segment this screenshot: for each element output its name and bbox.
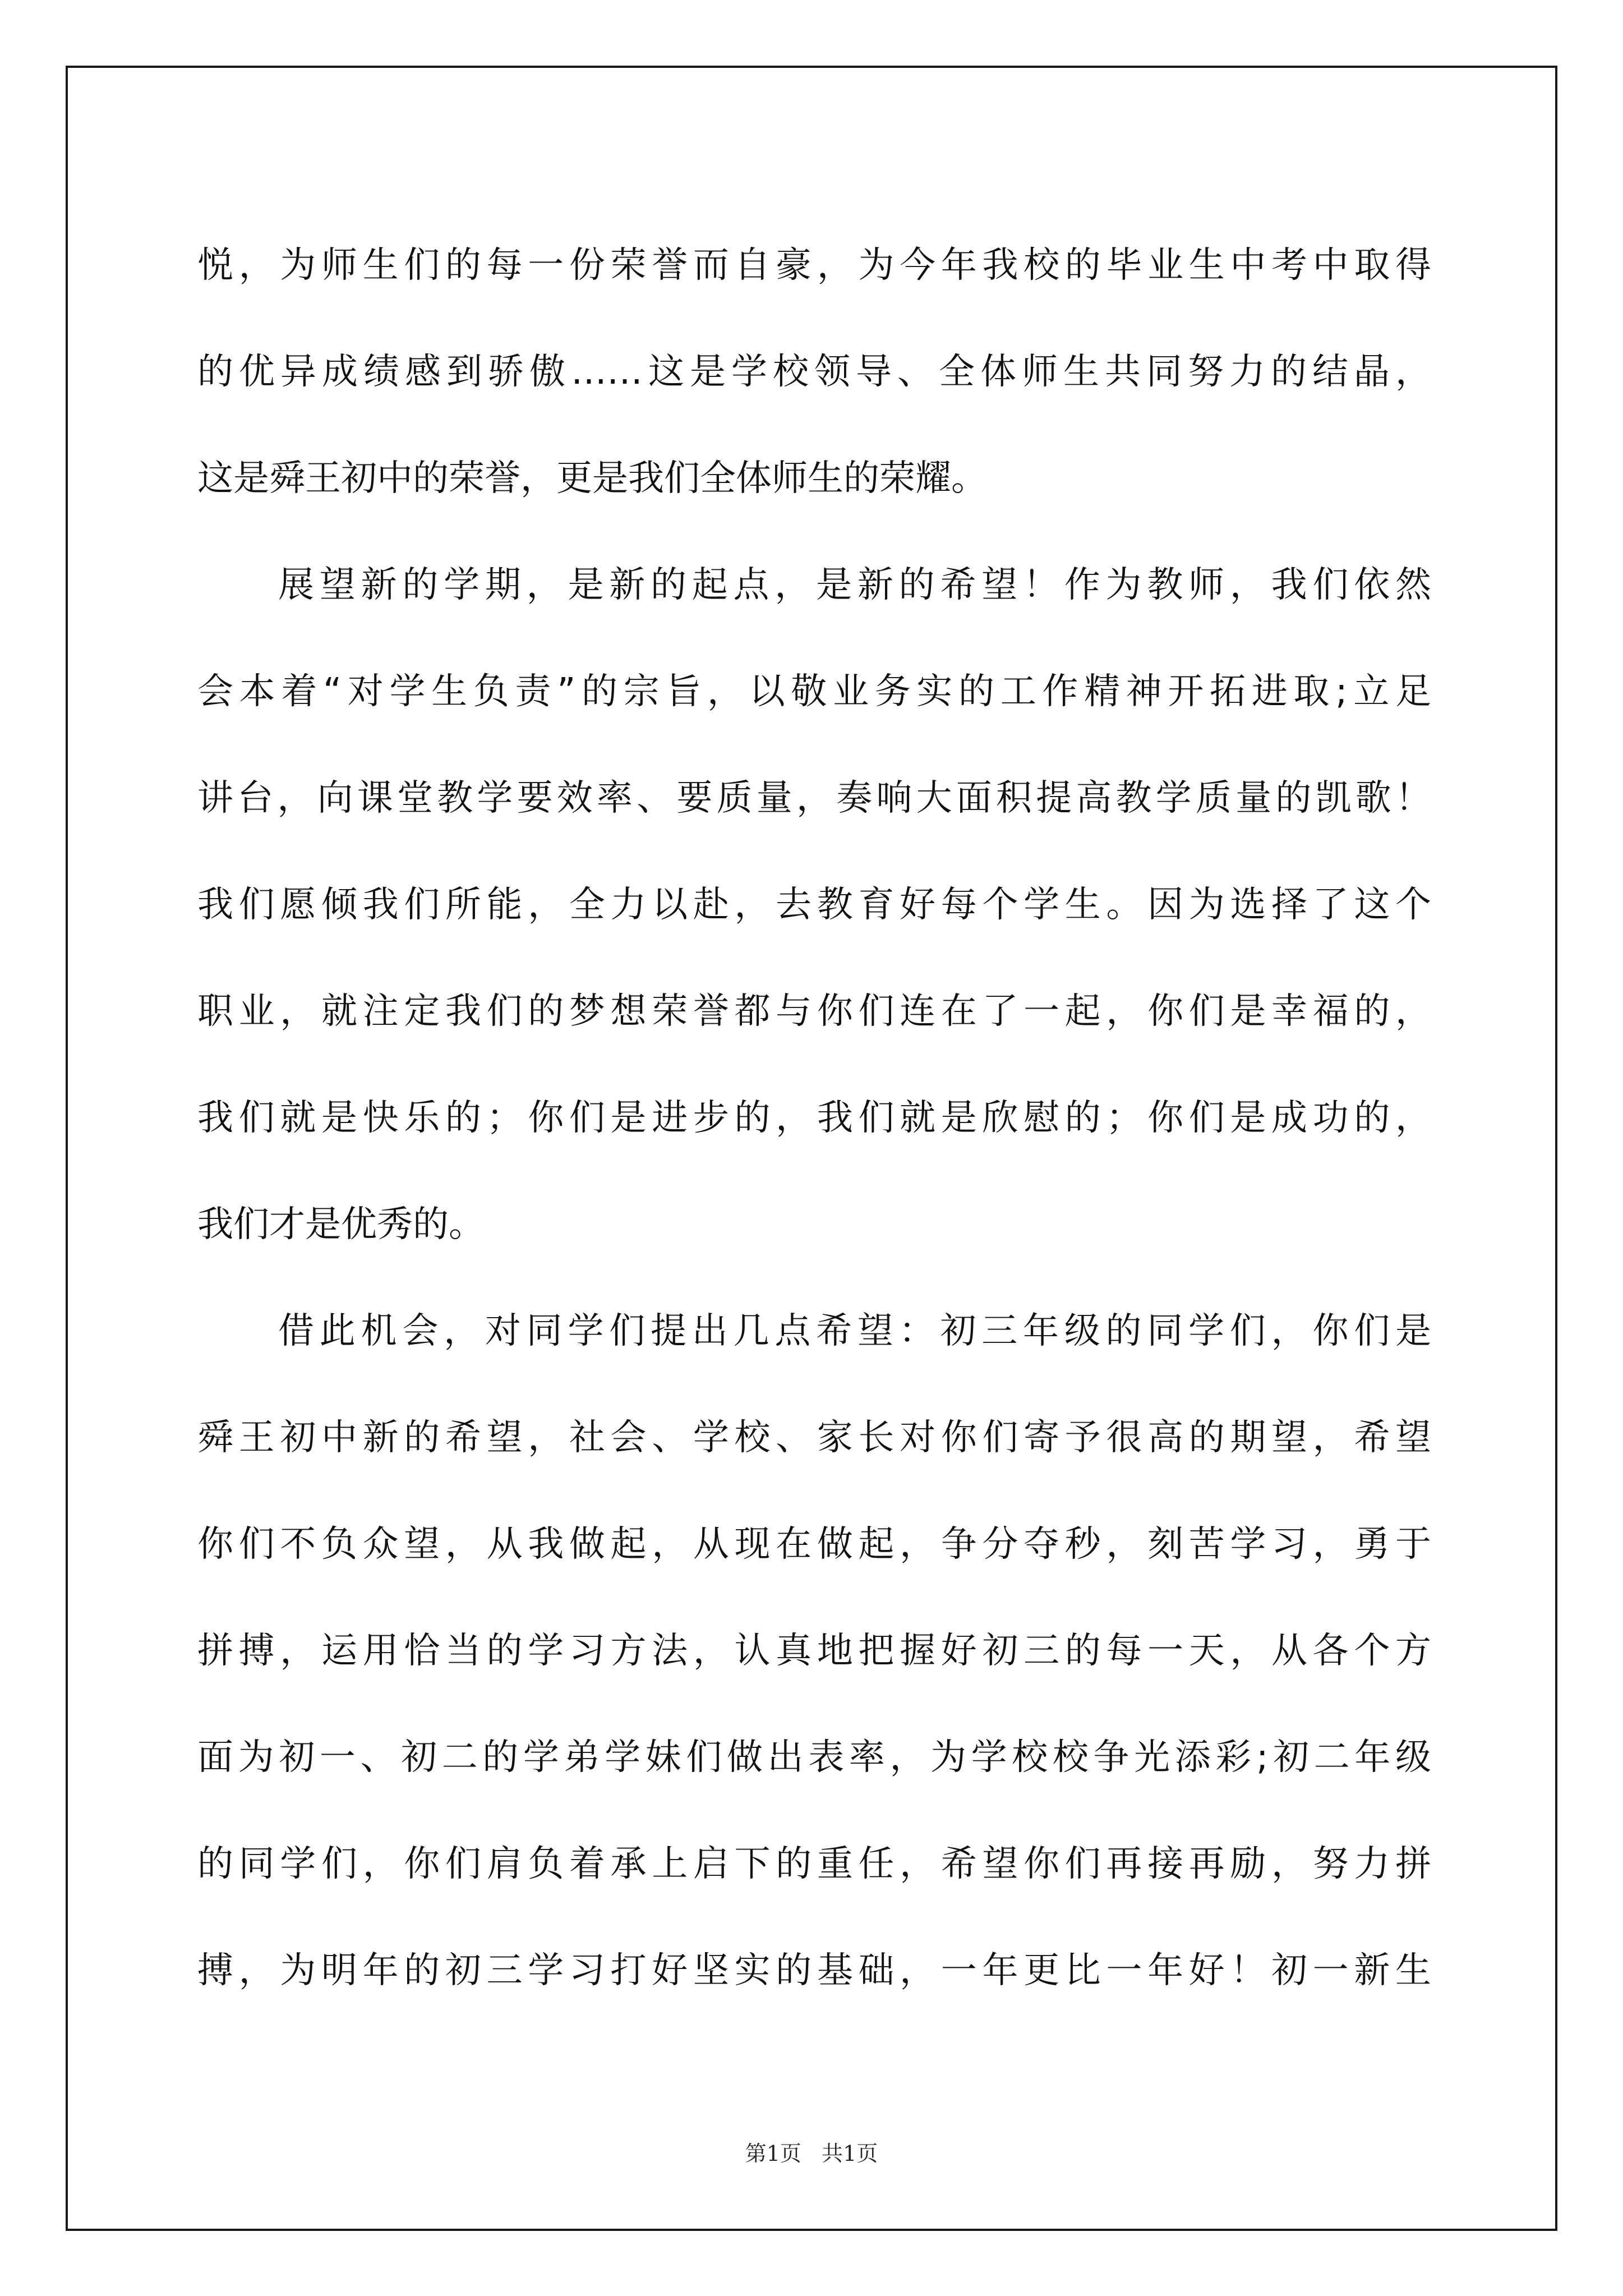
text-line: 面为初一、初二的学弟学妹们做出表率，为学校校争光添彩;初二年级: [197, 1737, 1431, 1778]
text-line: 搏，为明年的初三学习打好坚实的基础，一年更比一年好！初一新生: [197, 1950, 1431, 1991]
document-body: [197, 212, 1431, 2024]
paragraph-2: [197, 532, 1431, 1278]
text-line: 借此机会，对同学们提出几点希望：初三年级的同学们，你们是: [278, 1310, 1431, 1352]
text-line: 我们就是快乐的；你们是进步的，我们就是欣慰的；你们是成功的，: [197, 1097, 1431, 1139]
text-line: 职业，就注定我们的梦想荣誉都与你们连在了一起，你们是幸福的，: [197, 991, 1431, 1032]
text-line: 的同学们，你们肩负着承上启下的重任，希望你们再接再励，努力拼: [197, 1843, 1431, 1885]
paragraph-3: [197, 1278, 1431, 2024]
paragraph-1: [197, 212, 1431, 532]
text-line: 舜王初中新的希望，社会、学校、家长对你们寄予很高的期望，希望: [197, 1417, 1431, 1458]
text-line: 讲台，向课堂教学要效率、要质量，奏响大面积提高教学质量的凯歌！: [197, 777, 1431, 819]
text-line: 悦，为师生们的每一份荣誉而自豪，为今年我校的毕业生中考中取得: [197, 245, 1431, 286]
text-line: 拼搏，运用恰当的学习方法，认真地把握好初三的每一天，从各个方: [197, 1630, 1431, 1672]
text-line: 你们不负众望，从我做起，从现在做起，争分夺秒，刻苦学习，勇于: [197, 1524, 1431, 1565]
text-line: 这是舜王初中的荣誉，更是我们全体师生的荣耀。: [197, 458, 987, 499]
text-line: 我们愿倾我们所能，全力以赴，去教育好每个学生。因为选择了这个: [197, 884, 1431, 926]
text-line: 的优异成绩感到骄傲……这是学校领导、全体师生共同努力的结晶，: [197, 351, 1431, 393]
page-number-footer: 第1页 共1页: [745, 2141, 878, 2166]
text-line: 展望新的学期，是新的起点，是新的希望！作为教师，我们依然: [278, 564, 1431, 606]
text-line: 会本着“对学生负责”的宗旨，以敬业务实的工作精神开拓进取;立足: [197, 671, 1431, 712]
text-line: 我们才是优秀的。: [197, 1204, 485, 1245]
